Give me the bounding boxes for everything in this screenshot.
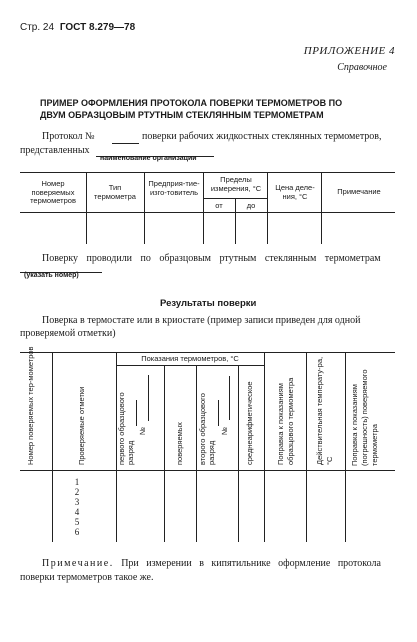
appendix-title: ПРИЛОЖЕНИЕ 4 <box>303 45 395 57</box>
table1-header-type: Тип термометра <box>94 183 136 201</box>
first-ref-number-blank <box>148 375 149 421</box>
appendix-subtitle: Справочное <box>337 62 387 73</box>
mark-value: 5 <box>74 517 80 527</box>
first-ref-grade-blank <box>136 400 137 426</box>
table2-group-header: Показания термометров, °С <box>141 354 239 363</box>
table2-header-corr-ref: Поправка к показаниям образцового термометра <box>276 377 295 465</box>
table2-group-divider <box>116 365 264 366</box>
table2-header-corr-checked: Поправка к показаниям (погрешность) поверяемого термометра <box>350 369 379 466</box>
table2-col-divider <box>164 365 165 542</box>
table2-col-divider <box>238 365 239 542</box>
table2-header-first-ref-grade: разряд <box>126 440 135 465</box>
table1-header-limits: Пределы измерения, °С <box>210 175 262 193</box>
table1-header-to: до <box>246 201 256 210</box>
page-header <box>20 22 135 33</box>
protocol-line-1-rest: поверки рабочих жидкостных стеклянных термометров, <box>142 131 382 142</box>
table2-header-mean: среднеарифметическое <box>245 381 254 465</box>
table1-header-number: Номер поверяемых термометров <box>30 179 76 205</box>
verification-text: Поверку проводили по образцовым ртутным стеклянным термометрам <box>42 253 381 264</box>
table1-header-division: Цена деле-ния, °С <box>275 183 315 201</box>
table2-header-second-ref-no: № <box>220 426 229 435</box>
footnote-text: При измерении в кипятильнике оформление протокола <box>121 558 381 569</box>
table1-header-border <box>20 212 395 213</box>
table1-header-maker: Предприя-тие-изго-товитель <box>148 179 200 197</box>
table2-col-divider <box>306 352 307 542</box>
table1-col-divider <box>267 172 268 244</box>
verification-note: (указать номер) <box>24 272 79 279</box>
table2-col-divider <box>345 352 346 542</box>
table1-header-remark: Примечание <box>337 187 381 196</box>
table2-header-number: Номер поверяемых тер-мометров <box>26 346 35 465</box>
table2-header-first-ref: первого образцового <box>117 392 126 465</box>
results-text-line-2: проверяемой отметки) <box>20 328 116 339</box>
mark-value: 3 <box>74 497 80 507</box>
mark-value: 4 <box>74 507 80 517</box>
protocol-number-blank <box>112 143 139 144</box>
mark-value: 2 <box>74 487 80 497</box>
table1-header-from: от <box>215 201 223 210</box>
mark-value: 1 <box>74 477 80 487</box>
second-ref-grade-blank <box>218 400 219 426</box>
table2-header-marks: Проверяемые отметки <box>77 386 86 465</box>
protocol-number-label: Протокол № <box>42 131 95 142</box>
table2-header-checked: поверяемых <box>175 422 184 465</box>
table1-top-border <box>20 172 395 173</box>
results-text-line-1: Поверка в термостате или в криостате (пример записи приведен для одной <box>42 315 361 326</box>
table2-top-border <box>20 352 395 353</box>
heading-line-1: ПРИМЕР ОФОРМЛЕНИЯ ПРОТОКОЛА ПОВЕРКИ ТЕРМОМЕТРОВ ПО <box>40 98 343 108</box>
table1-col-divider <box>321 172 322 244</box>
standard-code: ГОСТ 8.279—78 <box>59 22 136 33</box>
protocol-line-2: представленных <box>20 145 90 156</box>
second-ref-number-blank <box>229 376 230 420</box>
mark-value: 6 <box>74 527 80 537</box>
heading-line-2: ДВУМ ОБРАЗЦОВЫМ РТУТНЫМ СТЕКЛЯННЫМ ТЕРМОМЕТРАМ <box>40 110 324 120</box>
page-number: Стр. 24 <box>20 22 55 33</box>
table2-col-divider <box>52 352 53 542</box>
table1-col-divider <box>86 172 87 244</box>
table2-header-second-ref: второго образцового <box>198 393 207 465</box>
results-title: Результаты поверки <box>160 298 257 309</box>
table2-col-divider <box>196 365 197 542</box>
table2-col-divider <box>264 352 265 542</box>
table2-header-first-ref-no: № <box>138 426 147 435</box>
footnote-line-1 <box>42 558 395 569</box>
table2-header-second-ref-grade: разряд <box>207 440 216 465</box>
footnote-line-2: поверки термометров такое же. <box>20 572 154 583</box>
table2-header-border <box>20 470 395 471</box>
table2-header-actual-temp: Действительная температу-ра, °С <box>315 356 334 465</box>
footnote-label: Примечание. <box>42 558 114 569</box>
organization-note: наименование организации <box>100 155 197 162</box>
table1-col-divider <box>144 172 145 244</box>
